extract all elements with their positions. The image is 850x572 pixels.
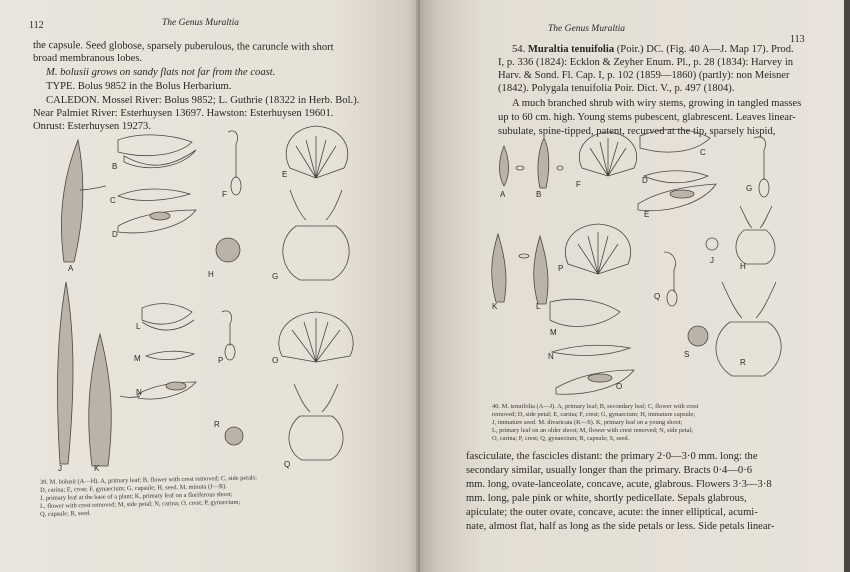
figure-label: L [536, 302, 541, 311]
species-heading-name: Muraltia tenuifolia [527, 44, 615, 55]
figure-label: Q [284, 460, 291, 469]
figure-label: J [58, 464, 62, 473]
figure-label: D [112, 230, 118, 239]
left-page [0, 0, 420, 572]
text-line: fasciculate, the fascicles distant: the primary 2·0—3·0 mm. long: the [466, 451, 758, 462]
page-number: 112 [29, 20, 44, 31]
figure-label: C [700, 148, 706, 157]
figure-label: H [740, 262, 746, 271]
text-line: TYPE. Bolus 9852 in the Bolus Herbarium. [46, 81, 232, 92]
caption-line: removed; D, side petal; E, carina; F, crest; G, gynaecium; H, immature capsule; [492, 411, 696, 418]
text-line: broad membranous lobes. [33, 53, 143, 64]
text-line: Onrust: Esterhuysen 19273. [33, 121, 151, 132]
figure-label: R [214, 420, 220, 429]
caption-line: J, immature seed. M. divaricata (K—S). K, primary leaf on a young shoot; [492, 419, 683, 426]
caption-line: Q, capsule; R, seed. [40, 509, 91, 518]
figure-label: O [272, 356, 279, 365]
figure-label: D [642, 176, 648, 185]
figure-label: G [746, 184, 753, 193]
page-edge-shadow [844, 0, 850, 572]
figure-label: P [558, 264, 564, 273]
figure-label: F [576, 180, 581, 189]
text-line: M. bolusii grows on sandy flats not far from the coast. [46, 67, 276, 78]
text-line: (Poir.) DC. (Fig. 40 A—J. Map 17). Prod. [616, 44, 794, 55]
figure-label: L [136, 322, 141, 331]
text-line: mm. long, ovate-lanceolate, concave, acute, glabrous. Flowers 3·3—3·8 [466, 479, 772, 490]
caption-line: 39. M. bolusii (A—H). A, primary leaf; B, flower with crest removed; C, side petals; [40, 474, 257, 486]
text-line: subulate, spine-tipped, patent, recurved at the tip, sparsely hispid, [498, 126, 776, 137]
figure-label: E [282, 170, 288, 179]
figure-label: M [550, 328, 557, 337]
text-line: CALEDON. Mossel River: Bolus 9852; L. Guthrie (18322 in Herb. Bol.). [46, 95, 360, 106]
figure-label: H [208, 270, 214, 279]
text-line: (1842). Polygala tenuifolia Poir. Dict. V., p. 497 (1804). [498, 83, 735, 94]
text-line: nate, almost flat, half as long as the side petals or less. Side petals linear- [466, 521, 775, 532]
figure-label: P [218, 356, 224, 365]
species-heading-number: 54. [512, 44, 526, 55]
page-number: 113 [790, 34, 805, 45]
figure-label: N [136, 388, 142, 397]
figure-label: A [68, 264, 74, 273]
figure-label: A [500, 190, 506, 199]
figure-label: B [536, 190, 542, 199]
running-head: The Genus Muraltia [162, 18, 240, 28]
caption-line: 40. M. tenuifolia (A—J). A, primary leaf; B, secondary leaf; C, flower with crest [492, 403, 699, 410]
text-line: the capsule. Seed globose, sparsely puberulous, the caruncle with short [32, 40, 334, 54]
text-line: up to 60 cm. high. Young stems pubescent, glabrescent. Leaves linear- [498, 112, 796, 123]
text-line: secondary similar, usually longer than the primary. Bracts 0·4—0·6 [466, 465, 753, 476]
caption-line: L, primary leaf on an older shoot; M, flower with crest removed; N, side petal; [492, 427, 694, 434]
caption-line: O, carina; P, crest; Q, gynaecium; R, capsule; S, seed. [492, 435, 630, 442]
figure-label: F [222, 190, 227, 199]
caption-line: L, flower with crest removed; M, side petal; N, carina; O, crest; P, gynaecium; [40, 498, 241, 510]
figure-label: J [710, 256, 714, 265]
figure-label: K [492, 302, 498, 311]
figure-label: G [272, 272, 279, 281]
figure-label: M [134, 354, 141, 363]
text-line: apiculate; the outer ovate, concave, acute: the inner elliptical, acumi- [466, 507, 758, 518]
figure-label: Q [654, 292, 661, 301]
figure-label: N [548, 352, 554, 361]
right-page [420, 0, 850, 572]
figure-label: R [740, 358, 746, 367]
text-line: Harv. & Sond. Fl. Cap. I, p. 102 (1859—1860) (partly): non Meisner [498, 70, 790, 81]
figure-label: S [684, 350, 690, 359]
figure-label: O [616, 382, 623, 391]
text-line: A much branched shrub with wiry stems, growing in tangled masses [512, 98, 802, 109]
figure-label: C [110, 196, 116, 205]
running-head: The Genus Muraltia [548, 24, 626, 34]
figure-label: K [94, 464, 100, 473]
text-line: mm. long, pale pink or white, shortly pedicellate. Sepals glabrous, [466, 493, 747, 504]
text-line: Near Palmiet River: Esterhuysen 13697. Hawston: Esterhuysen 19601. [33, 108, 334, 119]
caption-line: D, carina; E, crest; F, gynaecium; G, capsule; H, seed. M. minuta (J—R). [40, 483, 228, 494]
figure-label: B [112, 162, 118, 171]
caption-line: J, primary leaf at the base of a plant; K, primary leaf on a floriferous shoot; [40, 490, 233, 502]
text-line: I, p. 336 (1824): Ecklon & Zeyher Enum. Pl., p. 28 (1834): Harvey in [498, 57, 794, 68]
figure-label: E [644, 210, 650, 219]
